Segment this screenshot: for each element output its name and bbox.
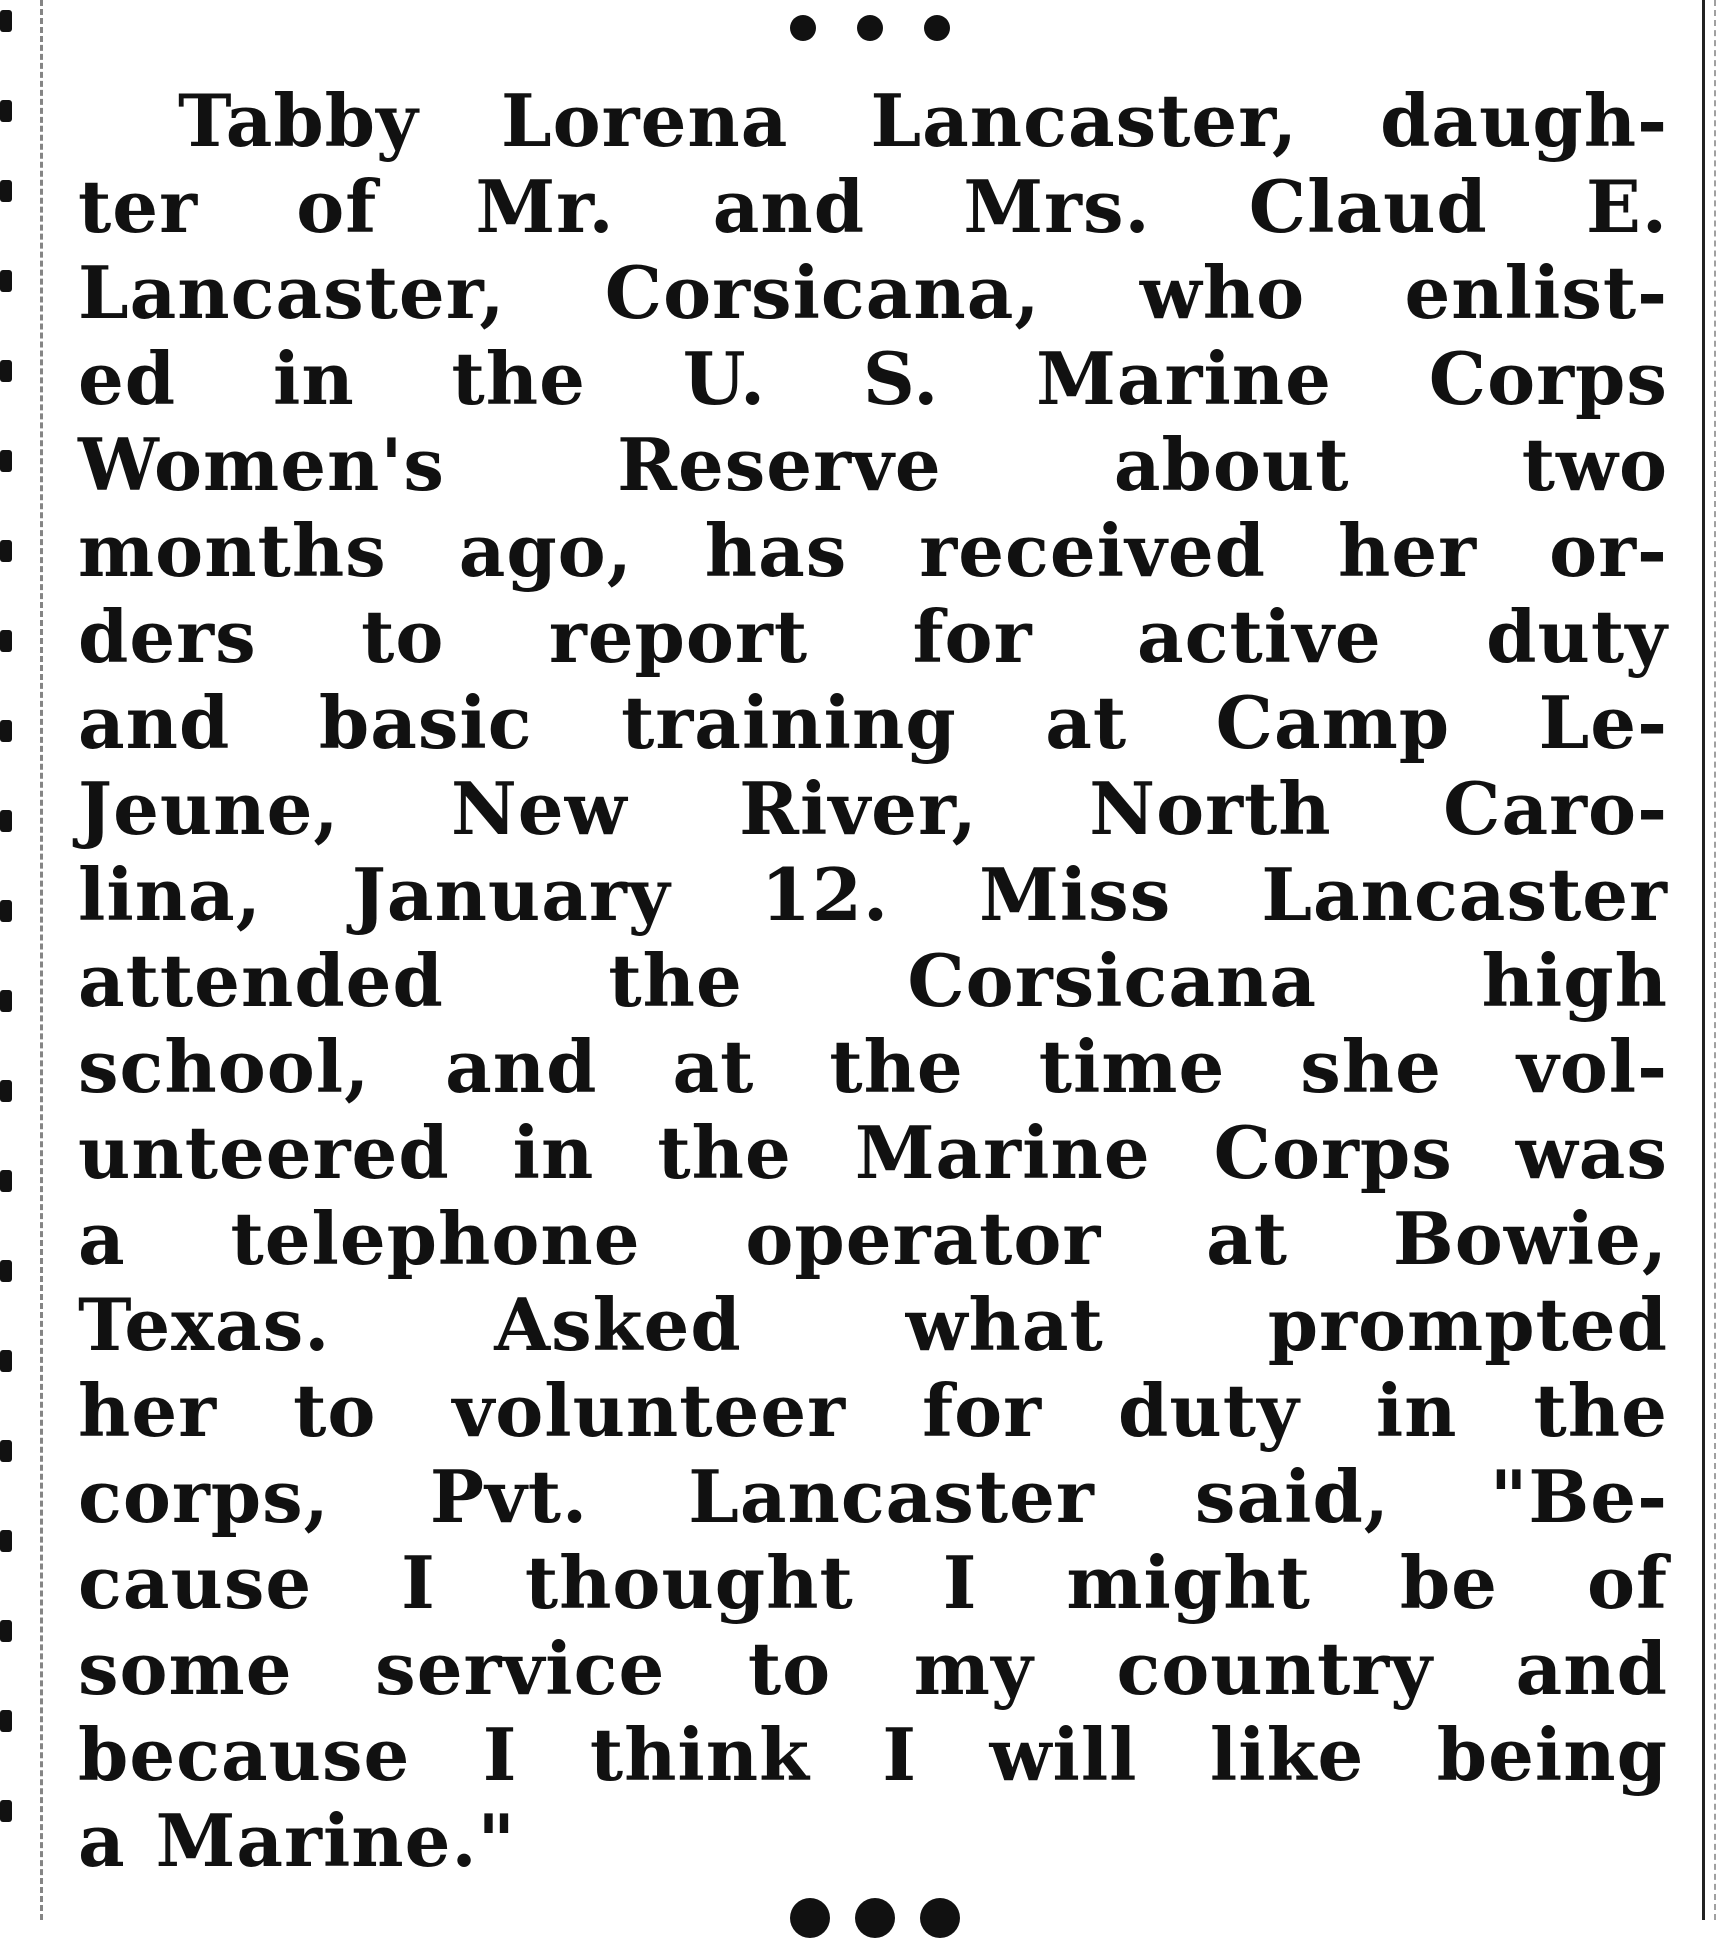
article-word: daugh- (1380, 78, 1668, 163)
fragment-mark (0, 990, 12, 1012)
article-word: for (922, 1368, 1043, 1453)
article-word: River, (739, 766, 978, 851)
article-line (78, 422, 1668, 508)
article-word: Marine (1036, 336, 1332, 421)
article-word: Caro- (1443, 766, 1668, 851)
article-word: will (989, 1712, 1138, 1797)
article-word: service (375, 1626, 666, 1711)
article-word: ed (78, 336, 177, 421)
article-word: the (608, 938, 743, 1023)
fragment-mark (0, 1530, 12, 1552)
article-word: Corsicana (907, 938, 1318, 1023)
article-word: January (351, 852, 671, 937)
fragment-mark (0, 1170, 12, 1192)
article-word: unteered (78, 1110, 450, 1195)
article-word: who (1139, 250, 1306, 335)
article-word: being (1436, 1712, 1668, 1797)
article-word: 12. (760, 852, 890, 937)
article-word: duty (1118, 1368, 1300, 1453)
article-word: Corps (1213, 1110, 1453, 1195)
article-word: the (451, 336, 586, 421)
article-line (78, 938, 1668, 1024)
article-word: attended (78, 938, 444, 1023)
article-word: volunteer (452, 1368, 847, 1453)
article-word: her (1338, 508, 1478, 593)
article-word: prompted (1267, 1282, 1668, 1367)
separator-dot (790, 1898, 830, 1938)
article-word: thought (524, 1540, 854, 1625)
article-word: to (747, 1626, 832, 1711)
fragment-mark (0, 1800, 12, 1822)
article-word: Le- (1538, 680, 1668, 765)
bottom-separator-dots (790, 1898, 960, 1928)
article-word: what (905, 1282, 1104, 1367)
article-word: Marine (854, 1110, 1151, 1195)
article-line (78, 164, 1668, 250)
article-word: cause (78, 1540, 313, 1625)
article-word: think (589, 1712, 811, 1797)
article-word: for (912, 594, 1033, 679)
article-line (78, 766, 1668, 852)
article-word: in (512, 1110, 595, 1195)
article-word: New (450, 766, 628, 851)
article-line (78, 508, 1668, 594)
fragment-mark (0, 1710, 12, 1732)
article-word: months (78, 508, 387, 593)
right-column-rule-faint (1714, 0, 1716, 1920)
article-word: Tabby (178, 78, 419, 163)
fragment-mark (0, 1080, 12, 1102)
article-word: ter (78, 164, 198, 249)
article-word: was (1515, 1110, 1668, 1195)
article-word: ago, (458, 508, 633, 593)
article-line (78, 1282, 1668, 1368)
article-word: Mr. (475, 164, 615, 249)
article-word: Asked (494, 1282, 742, 1367)
article-word: Claud (1248, 164, 1488, 249)
article-word: report (548, 594, 809, 679)
article-word: to (361, 594, 445, 679)
article-word: lina, (78, 852, 262, 937)
article-word: to (293, 1368, 377, 1453)
article-word: and (712, 164, 866, 249)
article-word: Lancaster (1261, 852, 1668, 937)
article-word: Texas. (78, 1282, 331, 1367)
article-word: some (78, 1626, 293, 1711)
article-line (78, 1024, 1668, 1110)
article-word: Lancaster, (870, 78, 1298, 163)
article-word: Lorena (500, 78, 789, 163)
fragment-mark (0, 360, 12, 382)
article-line (78, 1540, 1668, 1626)
separator-dot (920, 1898, 960, 1938)
article-word: Corsicana, (604, 250, 1041, 335)
article-word: I (401, 1540, 436, 1625)
article-word: E. (1585, 164, 1668, 249)
article-word: Bowie, (1392, 1196, 1668, 1281)
article-word: Lancaster (688, 1454, 1095, 1539)
article-word: her (78, 1368, 218, 1453)
article-word: operator (745, 1196, 1102, 1281)
article-word: my (913, 1626, 1034, 1711)
fragment-mark (0, 720, 12, 742)
article-body (78, 78, 1668, 1884)
article-word: she (1300, 1024, 1442, 1109)
article-word: Lancaster, (78, 250, 506, 335)
fragment-mark (0, 180, 12, 202)
article-word: active (1136, 594, 1382, 679)
article-word: Camp (1215, 680, 1451, 765)
article-word: in (1375, 1368, 1458, 1453)
article-word: be (1399, 1540, 1498, 1625)
article-word: and (1515, 1626, 1668, 1711)
article-word: North (1089, 766, 1332, 851)
article-word: I (482, 1712, 518, 1797)
article-word: of (1586, 1540, 1668, 1625)
article-word: the (1533, 1368, 1668, 1453)
article-line (78, 852, 1668, 938)
fragment-mark (0, 1620, 12, 1642)
article-word: Miss (979, 852, 1172, 937)
article-word: two (1521, 422, 1668, 507)
article-word: S. (862, 336, 940, 421)
article-word: I (882, 1712, 918, 1797)
article-word: because (78, 1712, 411, 1797)
article-word: might (1066, 1540, 1311, 1625)
separator-dot (790, 15, 816, 41)
article-word: corps, (78, 1454, 330, 1539)
article-line (78, 1454, 1668, 1540)
article-word: and (445, 1024, 598, 1109)
article-word: telephone (230, 1196, 641, 1281)
article-word: duty (1486, 594, 1668, 679)
fragment-mark (0, 450, 12, 472)
fragment-mark (0, 900, 12, 922)
article-line (78, 594, 1668, 680)
article-word: a (78, 1196, 126, 1281)
fragment-mark (0, 1440, 12, 1462)
article-word: Women's (78, 422, 445, 507)
article-word: about (1113, 422, 1350, 507)
article-word: the (657, 1110, 792, 1195)
article-line (78, 250, 1668, 336)
article-line (78, 1712, 1668, 1798)
fragment-mark (0, 540, 12, 562)
left-column-rule (40, 0, 43, 1920)
article-word: received (919, 508, 1267, 593)
article-word: Mrs. (963, 164, 1151, 249)
fragment-mark (0, 630, 12, 652)
fragment-mark (0, 1350, 12, 1372)
fragment-mark (0, 810, 12, 832)
article-line (78, 78, 1668, 164)
article-word: "Be- (1489, 1454, 1668, 1539)
fragment-mark (0, 270, 12, 292)
article-word: like (1209, 1712, 1365, 1797)
article-word: at (1206, 1196, 1289, 1281)
article-word: enlist- (1404, 250, 1668, 335)
fragment-mark (0, 100, 12, 122)
article-word: I (942, 1540, 978, 1625)
article-word: or- (1549, 508, 1668, 593)
article-line (78, 1368, 1668, 1454)
article-word: ders (78, 594, 257, 679)
article-word: Corps (1428, 336, 1668, 421)
article-line (78, 1626, 1668, 1712)
separator-dot (855, 1898, 895, 1938)
article-line (78, 680, 1668, 766)
article-word: has (704, 508, 848, 593)
article-word: the (829, 1024, 964, 1109)
article-word: basic (318, 680, 533, 765)
article-word: training (621, 680, 957, 765)
separator-dot (924, 15, 950, 41)
article-word: in (272, 336, 355, 421)
right-column-rule (1702, 0, 1705, 1920)
article-word: at (1045, 680, 1128, 765)
article-word: high (1481, 938, 1668, 1023)
article-word: and (78, 680, 231, 765)
article-line (78, 1798, 1668, 1884)
article-word: Marine." (155, 1798, 517, 1883)
article-word: said, (1194, 1454, 1390, 1539)
article-word: a (78, 1798, 126, 1883)
top-separator-dots (790, 6, 950, 50)
separator-dot (857, 15, 883, 41)
article-word: country (1116, 1626, 1434, 1711)
left-column-fragment (0, 0, 60, 1920)
article-word: school, (78, 1024, 371, 1109)
article-word: at (672, 1024, 755, 1109)
fragment-mark (0, 10, 12, 32)
fragment-mark (0, 1260, 12, 1282)
article-word: vol- (1516, 1024, 1668, 1109)
article-word: Reserve (617, 422, 942, 507)
article-word: Pvt. (429, 1454, 589, 1539)
article-word: Jeune, (78, 766, 340, 851)
article-line (78, 1196, 1668, 1282)
article-word: U. (682, 336, 767, 421)
article-word: of (296, 164, 378, 249)
article-word: time (1038, 1024, 1226, 1109)
article-line (78, 336, 1668, 422)
article-line (78, 1110, 1668, 1196)
